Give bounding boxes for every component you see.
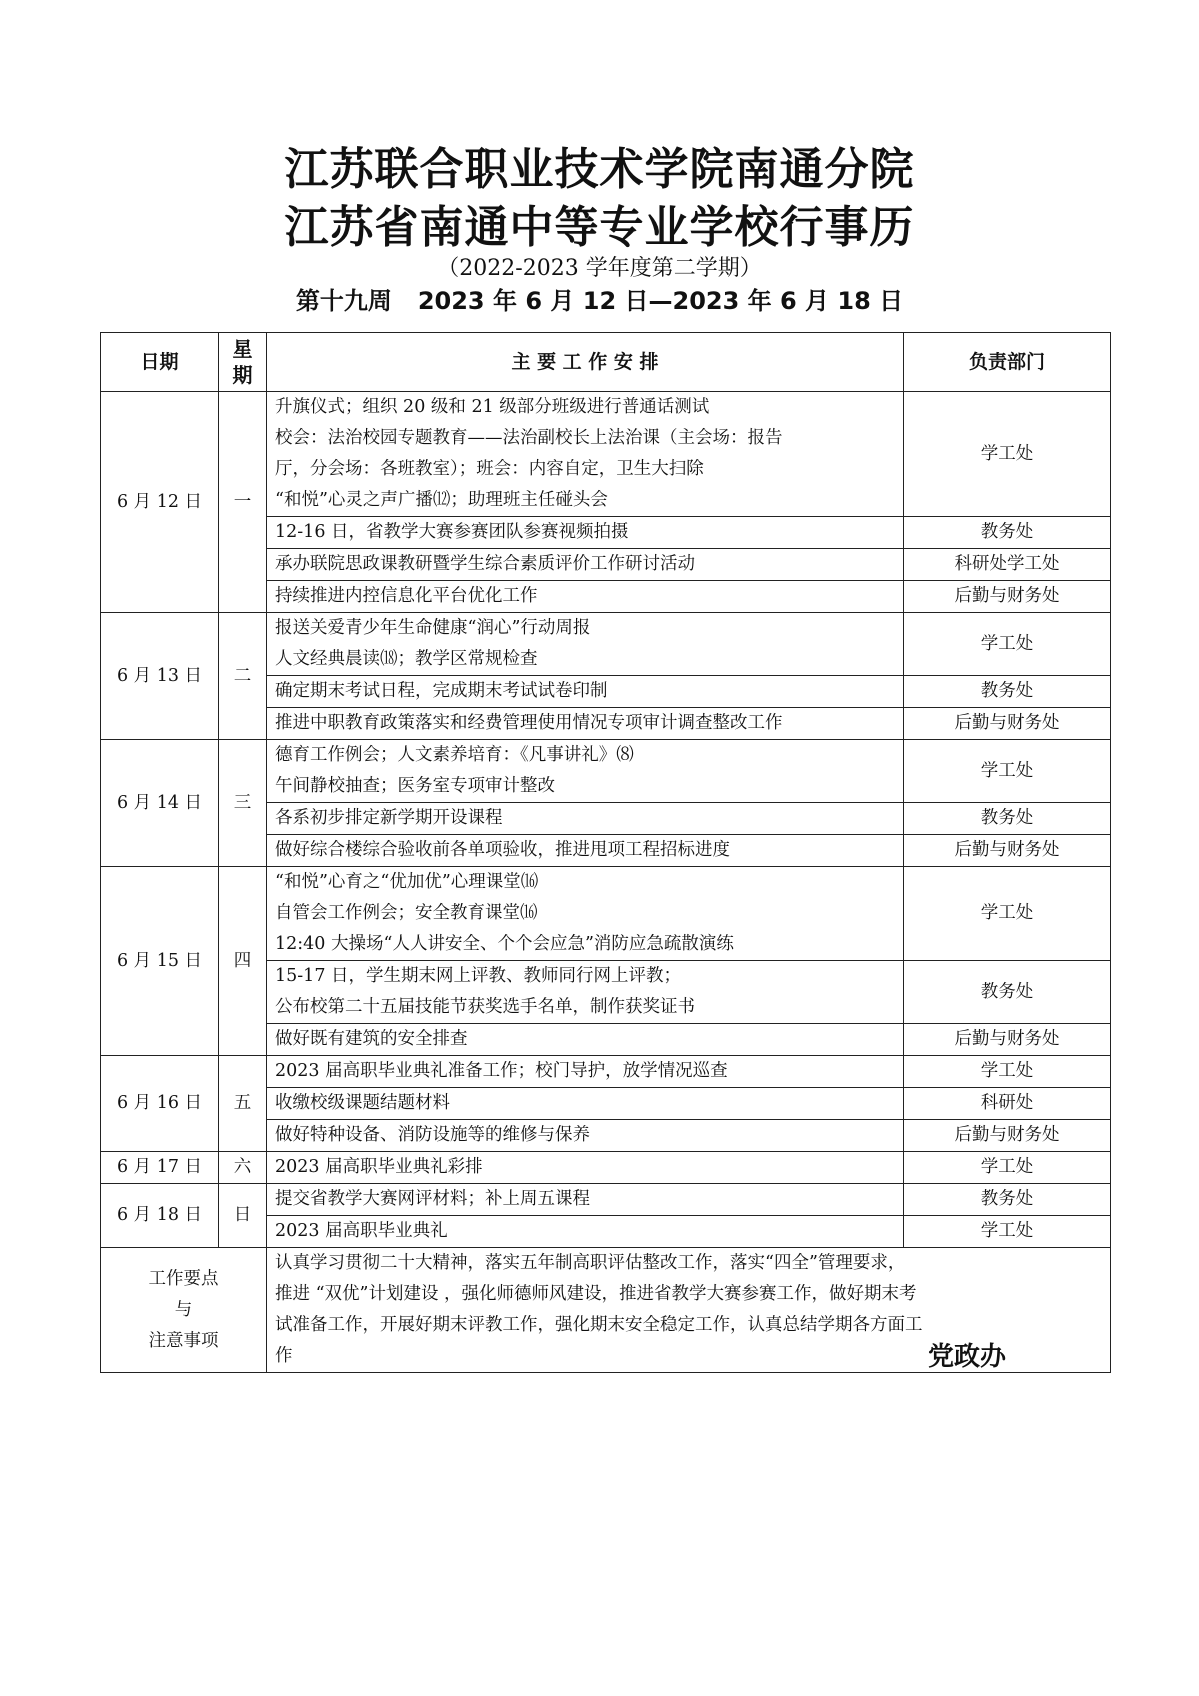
week-date-range: 2023 年 6 月 12 日—2023 年 6 月 18 日 bbox=[417, 287, 904, 315]
day-date-cell: 6 月 13 日 bbox=[101, 613, 219, 740]
department-cell: 教务处 bbox=[904, 517, 1111, 549]
department-cell: 教务处 bbox=[904, 961, 1111, 1024]
work-item-cell bbox=[267, 867, 904, 961]
table-row bbox=[101, 1152, 1111, 1184]
notes-line: 推进 “双优”计划建设 ，强化师德师风建设，推进省教学大赛参赛工作，做好期末考 bbox=[275, 1284, 917, 1304]
work-item-cell bbox=[267, 676, 904, 708]
work-item-cell bbox=[267, 392, 904, 517]
work-item-cell bbox=[267, 517, 904, 549]
work-item-line: 12-16 日，省教学大赛参赛团队参赛视频拍摄 bbox=[275, 522, 629, 542]
work-item-line: 确定期末考试日程，完成期末考试试卷印制 bbox=[275, 681, 608, 701]
work-item-cell bbox=[267, 740, 904, 803]
work-item-cell bbox=[267, 1088, 904, 1120]
work-item-line: 校会：法治校园专题教育——法治副校长上法治课（主会场：报告 bbox=[275, 428, 783, 448]
weekday-cell: 五 bbox=[219, 1056, 267, 1152]
work-item-line: 15-17 日，学生期末网上评教、教师同行网上评教； bbox=[275, 966, 682, 986]
day-date-cell: 6 月 16 日 bbox=[101, 1056, 219, 1152]
work-item-cell bbox=[267, 835, 904, 867]
work-item-line: “和悦”心育之“优加优”心理课堂⒃ bbox=[275, 872, 539, 892]
day-date-cell: 6 月 15 日 bbox=[101, 867, 219, 1056]
schedule-body bbox=[101, 392, 1111, 1373]
signature: 党政办 bbox=[928, 1342, 1007, 1372]
week-heading bbox=[0, 284, 1199, 318]
table-row bbox=[101, 867, 1111, 961]
header-date: 日期 bbox=[101, 333, 219, 392]
work-item-cell bbox=[267, 1024, 904, 1056]
work-item-line: 提交省教学大赛网评材料；补上周五课程 bbox=[275, 1189, 590, 1209]
work-item-cell bbox=[267, 1216, 904, 1248]
work-item-cell bbox=[267, 549, 904, 581]
department-cell: 后勤与财务处 bbox=[904, 1024, 1111, 1056]
department-cell: 后勤与财务处 bbox=[904, 581, 1111, 613]
work-item-cell bbox=[267, 1184, 904, 1216]
work-item-line: “和悦”心灵之声广播⑿；助理班主任碰头会 bbox=[275, 490, 608, 510]
day-date-cell: 6 月 18 日 bbox=[101, 1184, 219, 1248]
work-item-line: 2023 届高职毕业典礼彩排 bbox=[275, 1157, 483, 1177]
work-item-line: 12:40 大操场“人人讲安全、个个会应急”消防应急疏散演练 bbox=[275, 934, 734, 954]
table-row bbox=[101, 1184, 1111, 1216]
document-title-line-2: 江苏省南通中等专业学校行事历 bbox=[284, 202, 915, 253]
department-cell: 教务处 bbox=[904, 1184, 1111, 1216]
day-date-cell: 6 月 12 日 bbox=[101, 392, 219, 613]
table-row bbox=[101, 740, 1111, 803]
department-cell: 学工处 bbox=[904, 1216, 1111, 1248]
semester-subtitle: （2022-2023 学年度第二学期） bbox=[437, 256, 762, 281]
work-item-line: 做好特种设备、消防设施等的维修与保养 bbox=[275, 1125, 590, 1145]
department-cell: 学工处 bbox=[904, 867, 1111, 961]
day-date-cell: 6 月 17 日 bbox=[101, 1152, 219, 1184]
notes-line: 作 bbox=[275, 1346, 293, 1366]
work-item-line: 持续推进内控信息化平台优化工作 bbox=[275, 586, 538, 606]
notes-label-line: 与 bbox=[174, 1299, 193, 1320]
work-item-line: 各系初步排定新学期开设课程 bbox=[275, 808, 503, 828]
table-row bbox=[101, 1056, 1111, 1088]
work-item-line: 德育工作例会；人文素养培育：《凡事讲礼》⑻ bbox=[275, 745, 634, 765]
header-department: 负责部门 bbox=[904, 333, 1111, 392]
weekday-cell: 四 bbox=[219, 867, 267, 1056]
weekday-cell: 二 bbox=[219, 613, 267, 740]
work-item-line: 午间静校抽查；医务室专项审计整改 bbox=[275, 776, 555, 796]
work-item-line: 人文经典晨读⒅；教学区常规检查 bbox=[275, 649, 538, 669]
notes-line: 试准备工作，开展好期末评教工作，强化期末安全稳定工作，认真总结学期各方面工 bbox=[275, 1315, 923, 1335]
work-item-line: 推进中职教育政策落实和经费管理使用情况专项审计调查整改工作 bbox=[275, 713, 783, 733]
work-item-line: 做好综合楼综合验收前各单项验收，推进甩项工程招标进度 bbox=[275, 840, 730, 860]
work-item-cell bbox=[267, 1056, 904, 1088]
document-title-line-1: 江苏联合职业技术学院南通分院 bbox=[284, 144, 915, 195]
work-item-cell bbox=[267, 613, 904, 676]
header-weekday-line: 星 bbox=[232, 337, 253, 361]
week-label: 第十九周 bbox=[295, 287, 392, 315]
work-item-line: 2023 届高职毕业典礼 bbox=[275, 1221, 448, 1241]
work-item-cell bbox=[267, 1120, 904, 1152]
header-weekday-line: 期 bbox=[232, 363, 253, 387]
notes-label-line: 工作要点 bbox=[148, 1268, 219, 1289]
notes-label-cell bbox=[101, 1248, 267, 1373]
work-item-cell bbox=[267, 961, 904, 1024]
department-cell: 科研处 bbox=[904, 1088, 1111, 1120]
department-cell: 后勤与财务处 bbox=[904, 1120, 1111, 1152]
work-item-line: 厅，分会场：各班教室）；班会：内容自定，卫生大扫除 bbox=[275, 459, 704, 479]
department-cell: 教务处 bbox=[904, 676, 1111, 708]
weekday-cell: 日 bbox=[219, 1184, 267, 1248]
header-row bbox=[101, 333, 1111, 392]
department-cell: 学工处 bbox=[904, 740, 1111, 803]
notes-label-line: 注意事项 bbox=[148, 1330, 219, 1351]
department-cell: 学工处 bbox=[904, 613, 1111, 676]
department-cell: 科研处学工处 bbox=[904, 549, 1111, 581]
work-item-line: 自管会工作例会；安全教育课堂⒃ bbox=[275, 903, 538, 923]
department-cell: 后勤与财务处 bbox=[904, 835, 1111, 867]
work-item-cell bbox=[267, 1152, 904, 1184]
work-item-line: 收缴校级课题结题材料 bbox=[275, 1093, 450, 1113]
notes-line: 认真学习贯彻二十大精神，落实五年制高职评估整改工作，落实“四全”管理要求， bbox=[275, 1253, 906, 1273]
work-item-line: 公布校第二十五届技能节获奖选手名单，制作获奖证书 bbox=[275, 997, 695, 1017]
schedule-table bbox=[100, 332, 1111, 1373]
work-item-line: 2023 届高职毕业典礼准备工作；校门导护，放学情况巡查 bbox=[275, 1061, 728, 1081]
weekday-cell: 六 bbox=[219, 1152, 267, 1184]
work-item-cell bbox=[267, 708, 904, 740]
work-item-line: 做好既有建筑的安全排查 bbox=[275, 1029, 468, 1049]
department-cell: 学工处 bbox=[904, 392, 1111, 517]
work-item-line: 升旗仪式；组织 20 级和 21 级部分班级进行普通话测试 bbox=[275, 397, 710, 417]
table-row bbox=[101, 613, 1111, 676]
work-item-cell bbox=[267, 581, 904, 613]
table-row bbox=[101, 392, 1111, 517]
work-item-line: 承办联院思政课教研暨学生综合素质评价工作研讨活动 bbox=[275, 554, 695, 574]
department-cell: 学工处 bbox=[904, 1152, 1111, 1184]
department-cell: 学工处 bbox=[904, 1056, 1111, 1088]
header-work: 主 要 工 作 安 排 bbox=[267, 333, 904, 392]
weekday-cell: 一 bbox=[219, 392, 267, 613]
day-date-cell: 6 月 14 日 bbox=[101, 740, 219, 867]
work-item-cell bbox=[267, 803, 904, 835]
department-cell: 教务处 bbox=[904, 803, 1111, 835]
department-cell: 后勤与财务处 bbox=[904, 708, 1111, 740]
header-weekday bbox=[219, 333, 267, 392]
work-item-line: 报送关爱青少年生命健康“润心”行动周报 bbox=[275, 618, 591, 638]
weekday-cell: 三 bbox=[219, 740, 267, 867]
